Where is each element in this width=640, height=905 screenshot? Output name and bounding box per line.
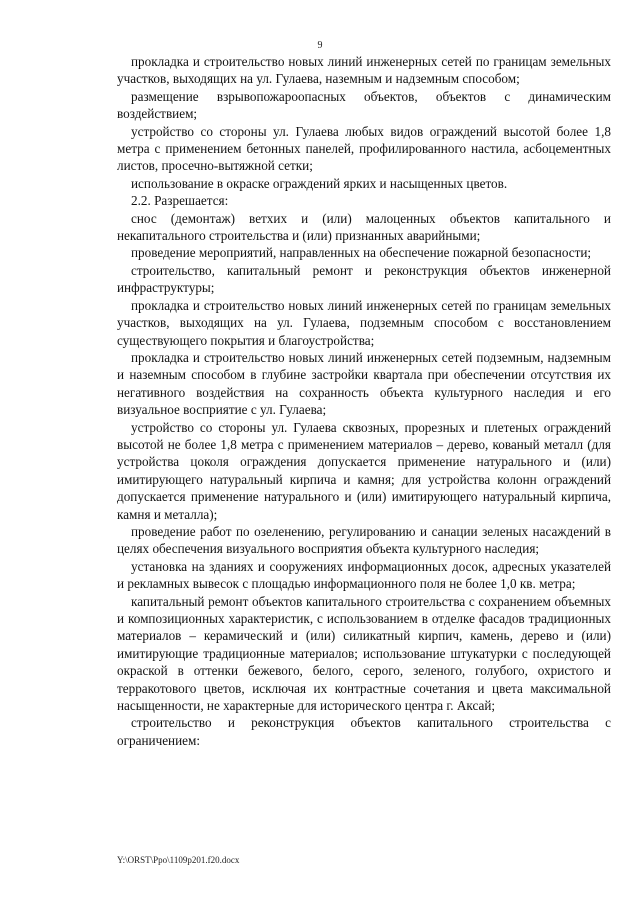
page-number: 9 — [317, 40, 323, 51]
paragraph: устройство со стороны ул. Гулаева сквозных, прорезных и плетеных ограждений высотой не более 1,8 метра с применением материалов – дерево, кованый металл (для устройства цоколя ограждения допускается применение натурального и (или) имитирующего натуральный кирпича и камня; для устройства колонн ограждений допускается применение натурального и (или) имитирующего натуральный кирпича, камня и металла); — [117, 419, 611, 522]
paragraph: проведение работ по озеленению, регулированию и санации зеленых насаждений в целях обеспечения визуального восприятия объекта культурного наследия; — [117, 523, 611, 557]
document-body — [117, 53, 611, 749]
paragraph: прокладка и строительство новых линий инженерных сетей по границам земельных участков, выходящих на ул. Гулаева, подземным способом с восстановлением существующего покрытия и благоустройства; — [117, 297, 611, 348]
paragraph: строительство и реконструкция объектов капитального строительства с ограничением: — [117, 715, 611, 748]
paragraph: прокладка и строительство новых линий инженерных сетей по границам земельных участков, выходящих на ул. Гулаева, наземным и надземным способом; — [117, 54, 611, 87]
footer-file-path: Y:\ORST\Ppo\1109p201.f20.docx — [117, 855, 240, 865]
paragraph: установка на зданиях и сооружениях информационных досок, адресных указателей и рекламных вывесок с площадью информационного поля не более 1,0 кв. метра; — [117, 558, 611, 592]
paragraph: снос (демонтаж) ветхих и (или) малоценных объектов капитального и некапитального строительства и (или) признанных аварийными; — [117, 210, 611, 244]
paragraph: устройство со стороны ул. Гулаева любых видов ограждений высотой более 1,8 метра с применением бетонных панелей, профилированного настила, асбоцементных листов, просечно-вытяжной сетки; — [117, 123, 611, 174]
paragraph: проведение мероприятий, направленных на обеспечение пожарной безопасности; — [131, 245, 592, 261]
paragraph: капитальный ремонт объектов капитального строительства с сохранением объемных и композиционных характеристик, с использованием в отделке фасадов традиционных материалов – керамический и (или) силикатный кирпич, камень, дерево и (или) имитирующие традиционные материалов; использование штукатурки с последующей окраской в оттенки бежевого, белого, серого, зеленого, голубого, охристого и терракотового цветов, исключая их контрастные сочетания и цвета максимальной насыщенности, не характерные для исторического центра г. Аксай; — [117, 593, 611, 714]
paragraph: прокладка и строительство новых линий инженерных сетей подземным, надземным и наземным способом в глубине застройки квартала при обеспечении отсутствия их негативного воздействия на сохранность объекта культурного наследия и его визуальное восприятие с ул. Гулаева; — [117, 349, 611, 418]
paragraph: строительство, капитальный ремонт и реконструкция объектов инженерной инфраструктуры; — [117, 262, 611, 296]
section-heading: 2.2. Разрешается: — [131, 193, 229, 209]
paragraph: использование в окраске ограждений ярких и насыщенных цветов. — [131, 175, 508, 191]
paragraph: размещение взрывопожароопасных объектов, объектов с динамическим воздействием; — [117, 88, 611, 122]
